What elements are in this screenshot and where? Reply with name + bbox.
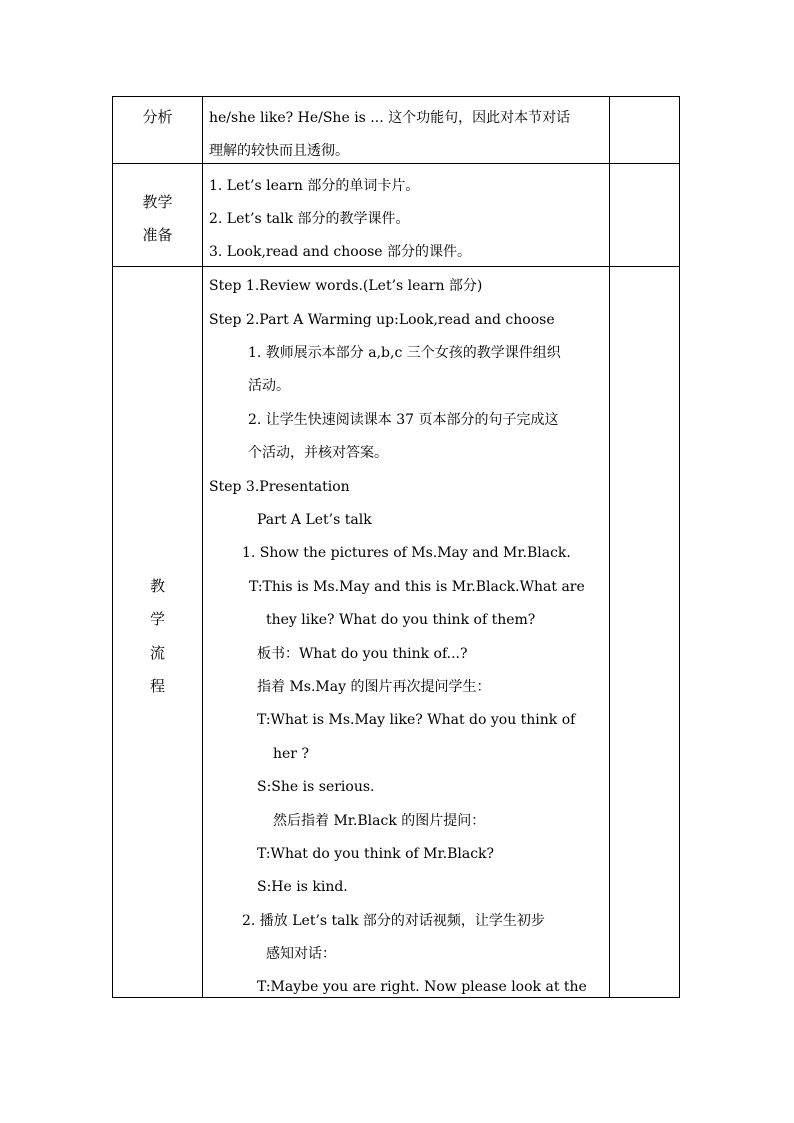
column-divider xyxy=(202,97,203,997)
row-label-preparation: 教学 xyxy=(142,193,173,211)
row-label-process: 程 xyxy=(149,677,165,695)
process-line: 1. Show the pictures of Ms.May and Mr.Black. xyxy=(242,545,571,561)
row-label-process: 学 xyxy=(149,610,165,628)
process-line: S:He is kind. xyxy=(257,879,348,895)
preparation-line: 1. Let’s learn 部分的单词卡片。 xyxy=(209,178,420,194)
preparation-line: 2. Let’s talk 部分的教学课件。 xyxy=(209,211,410,227)
analysis-line: he/she like? He/She is ... 这个功能句，因此对本节对话 xyxy=(209,110,571,126)
process-line: T:What is Ms.May like? What do you think of xyxy=(257,712,576,728)
process-line: T:This is Ms.May and this is Mr.Black.What are xyxy=(249,579,585,595)
process-line: 个活动，并核对答案。 xyxy=(248,445,388,461)
process-line: Step 1.Review words.(Let’s learn 部分) xyxy=(209,278,483,294)
lesson-plan-table xyxy=(112,96,680,998)
column-divider xyxy=(609,97,610,997)
row-divider xyxy=(113,163,679,164)
process-line: T:What do you think of Mr.Black? xyxy=(257,846,495,862)
process-line: 板书：What do you think of...? xyxy=(257,646,468,662)
analysis-line: 理解的较快而且透彻。 xyxy=(209,143,349,159)
row-label-process: 流 xyxy=(149,644,165,662)
process-line: 2. 播放 Let’s talk 部分的对话视频，让学生初步 xyxy=(242,913,545,929)
row-label-process: 教 xyxy=(149,577,165,595)
row-label-preparation: 准备 xyxy=(142,226,173,244)
process-line: 指着 Ms.May 的图片再次提问学生： xyxy=(257,679,491,695)
process-line: Step 3.Presentation xyxy=(209,479,350,495)
row-divider xyxy=(113,266,679,267)
process-line: 2. 让学生快速阅读课本 37 页本部分的句子完成这 xyxy=(248,412,559,428)
process-line: 活动。 xyxy=(248,378,290,394)
process-line: 1. 教师展示本部分 a,b,c 三个女孩的教学课件组织 xyxy=(248,345,561,361)
process-line: they like? What do you think of them? xyxy=(266,612,536,628)
process-line: Step 2.Part A Warming up:Look,read and choose xyxy=(209,312,555,328)
process-line: S:She is serious. xyxy=(257,779,375,795)
process-line: her ? xyxy=(273,746,309,762)
process-line: 然后指着 Mr.Black 的图片提问： xyxy=(273,813,486,829)
row-label-analysis: 分析 xyxy=(142,108,173,126)
process-line: T:Maybe you are right. Now please look at the xyxy=(257,979,587,995)
preparation-line: 3. Look,read and choose 部分的课件。 xyxy=(209,244,472,260)
process-line: 感知对话： xyxy=(266,946,336,962)
process-line: Part A Let’s talk xyxy=(257,512,372,528)
